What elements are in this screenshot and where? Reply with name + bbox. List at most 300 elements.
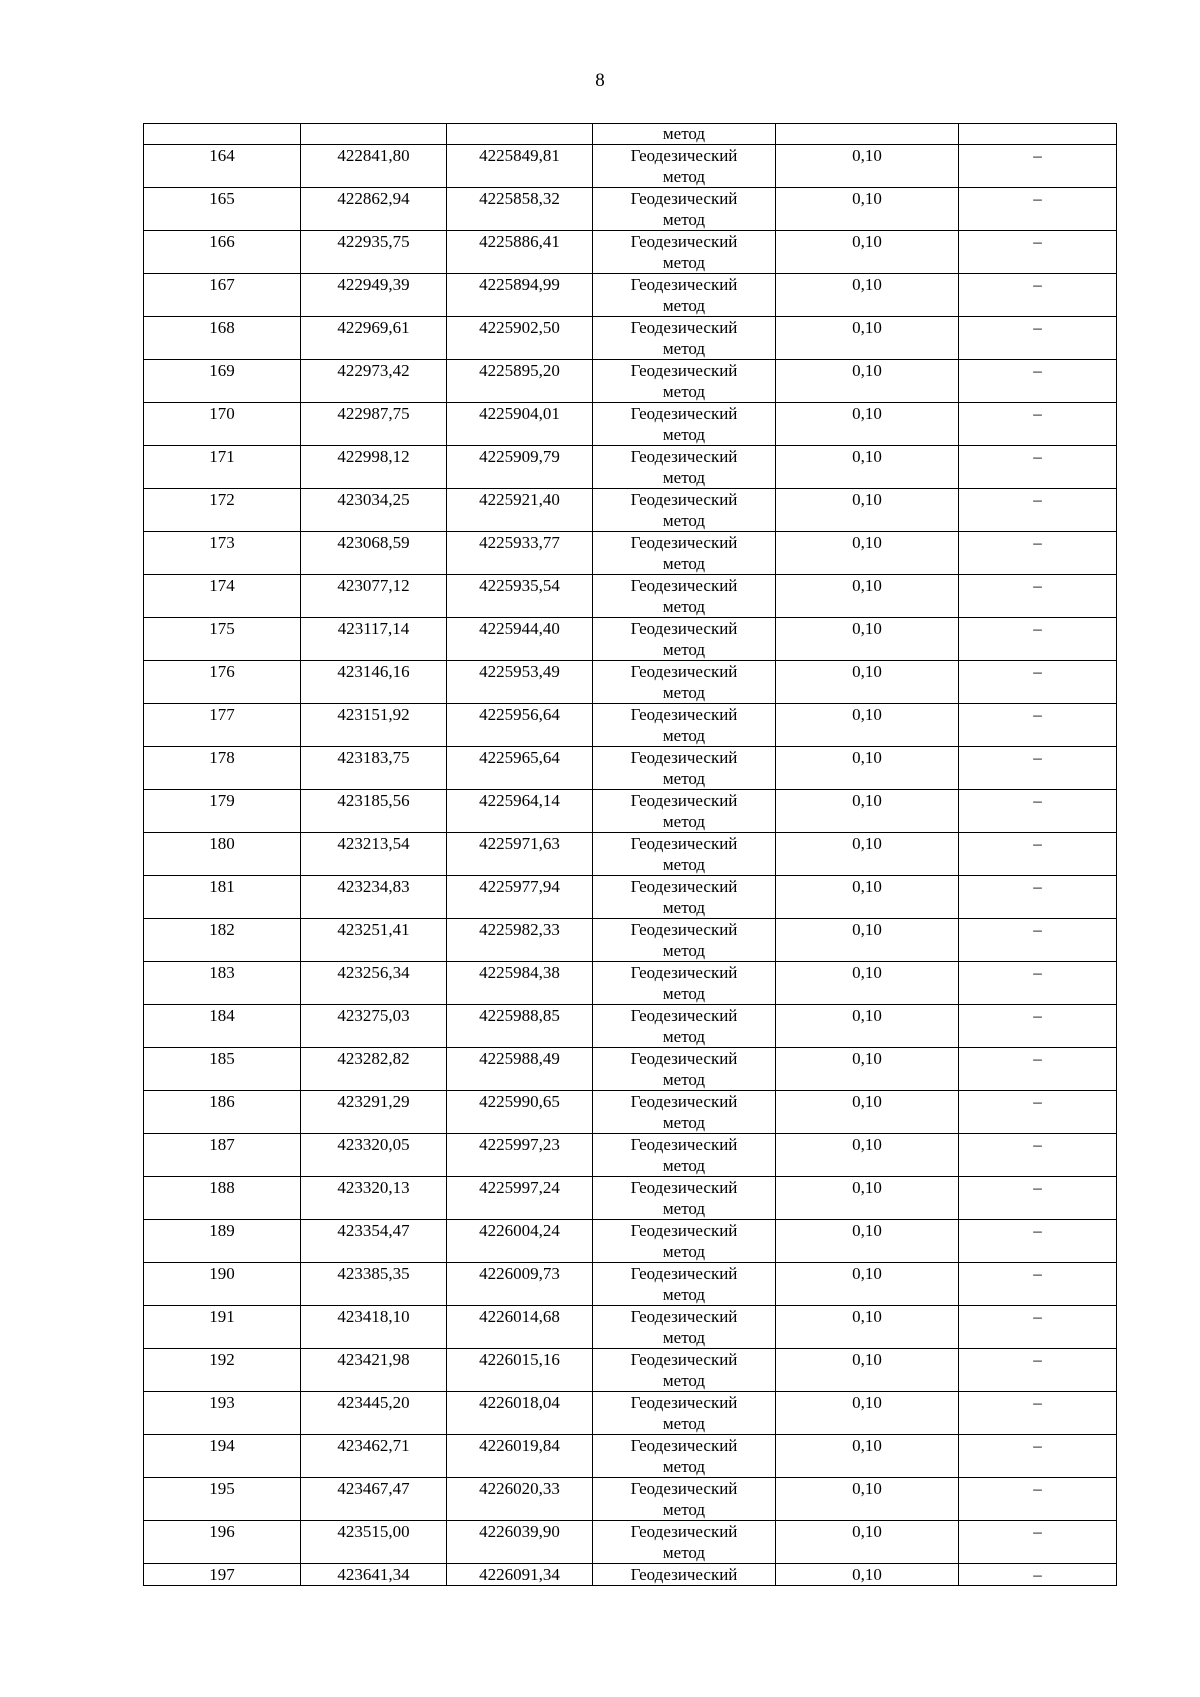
cell-accuracy: 0,10	[776, 1263, 959, 1306]
cell-note: –	[959, 1048, 1117, 1091]
cell-y: 4225902,50	[447, 317, 593, 360]
cell-method	[593, 446, 776, 489]
method-word: Геодезический	[630, 791, 738, 810]
cell-method	[593, 489, 776, 532]
cell-x: 423077,12	[301, 575, 447, 618]
cell-x: 423146,16	[301, 661, 447, 704]
cell-x: 422935,75	[301, 231, 447, 274]
cell-note: –	[959, 274, 1117, 317]
cell-y: 4225944,40	[447, 618, 593, 661]
cell-x: 423068,59	[301, 532, 447, 575]
method-tail: метод	[662, 726, 706, 745]
cell-accuracy: 0,10	[776, 145, 959, 188]
method-tail: метод	[662, 1199, 706, 1218]
method-word: Геодезический	[630, 146, 738, 165]
table-row	[144, 1005, 1117, 1048]
cell-method	[593, 1134, 776, 1177]
table-row	[144, 618, 1117, 661]
cell-accuracy: 0,10	[776, 532, 959, 575]
cell-y: 4225984,38	[447, 962, 593, 1005]
cell-x: 423418,10	[301, 1306, 447, 1349]
method-tail: метод	[662, 1242, 706, 1261]
method-word: Геодезический	[630, 920, 738, 939]
method-tail: метод	[662, 554, 706, 573]
table-row	[144, 145, 1117, 188]
method-word: Геодезический	[630, 1307, 738, 1326]
cell-y: 4225933,77	[447, 532, 593, 575]
cell-x: 423467,47	[301, 1478, 447, 1521]
cell-x: 423320,13	[301, 1177, 447, 1220]
method-tail: метод	[662, 167, 706, 186]
cell-point-number: 189	[144, 1220, 301, 1263]
table-row	[144, 403, 1117, 446]
method-word: Геодезический	[630, 1479, 738, 1498]
cell-point-number: 172	[144, 489, 301, 532]
cell-point-number: 195	[144, 1478, 301, 1521]
method-tail: метод	[662, 296, 706, 315]
cell-method	[593, 231, 776, 274]
cell-x: 423117,14	[301, 618, 447, 661]
cell-note: –	[959, 876, 1117, 919]
method-word: Геодезический	[630, 1565, 738, 1584]
cell-y: 4226019,84	[447, 1435, 593, 1478]
cell-point-number: 192	[144, 1349, 301, 1392]
method-tail: метод	[662, 640, 706, 659]
cell-y: 4226015,16	[447, 1349, 593, 1392]
table-row	[144, 1306, 1117, 1349]
cell-note: –	[959, 188, 1117, 231]
method-word: Геодезический	[630, 834, 738, 853]
table-row	[144, 1220, 1117, 1263]
method-tail: метод	[662, 1285, 706, 1304]
method-tail: метод	[662, 855, 706, 874]
cell-point-number: 165	[144, 188, 301, 231]
table-row	[144, 876, 1117, 919]
cell-point-number: 170	[144, 403, 301, 446]
cell-accuracy: 0,10	[776, 188, 959, 231]
cell-note: –	[959, 403, 1117, 446]
table-row	[144, 274, 1117, 317]
method-tail: метод	[662, 769, 706, 788]
cell-y: 4225964,14	[447, 790, 593, 833]
cell-accuracy: 0,10	[776, 446, 959, 489]
cell-y: 4226009,73	[447, 1263, 593, 1306]
cell-method	[593, 876, 776, 919]
method-tail: метод	[662, 1156, 706, 1175]
cell-accuracy: 0,10	[776, 661, 959, 704]
cell-method	[593, 1392, 776, 1435]
cell-method: метод	[593, 124, 776, 145]
cell-method	[593, 1005, 776, 1048]
method-word: Геодезический	[630, 318, 738, 337]
method-word: Геодезический	[630, 748, 738, 767]
continuation-row	[144, 124, 1117, 145]
method-word: Геодезический	[630, 275, 738, 294]
cell-accuracy: 0,10	[776, 1435, 959, 1478]
page-number: 8	[595, 70, 605, 91]
cell-point-number: 197	[144, 1564, 301, 1586]
method-tail: метод	[662, 898, 706, 917]
table-row	[144, 188, 1117, 231]
cell-y: 4225921,40	[447, 489, 593, 532]
table-row	[144, 532, 1117, 575]
cell-note: –	[959, 489, 1117, 532]
cell-method	[593, 704, 776, 747]
table-row	[144, 1564, 1117, 1586]
cell-accuracy	[776, 124, 959, 145]
method-word: Геодезический	[630, 662, 738, 681]
table-row	[144, 317, 1117, 360]
cell-method	[593, 145, 776, 188]
method-word: Геодезический	[630, 1221, 738, 1240]
cell-x: 423515,00	[301, 1521, 447, 1564]
cell-point-number: 167	[144, 274, 301, 317]
cell-note: –	[959, 618, 1117, 661]
method-tail: метод	[662, 1113, 706, 1132]
table-row	[144, 446, 1117, 489]
cell-note: –	[959, 1306, 1117, 1349]
cell-method	[593, 1048, 776, 1091]
method-tail: метод	[662, 1070, 706, 1089]
cell-y: 4225935,54	[447, 575, 593, 618]
method-tail: метод	[662, 511, 706, 530]
cell-note: –	[959, 446, 1117, 489]
cell-y: 4225956,64	[447, 704, 593, 747]
cell-method	[593, 360, 776, 403]
cell-point-number: 193	[144, 1392, 301, 1435]
cell-method	[593, 962, 776, 1005]
cell-x: 423251,41	[301, 919, 447, 962]
cell-accuracy: 0,10	[776, 704, 959, 747]
cell-y: 4226020,33	[447, 1478, 593, 1521]
table-row	[144, 661, 1117, 704]
cell-point-number: 171	[144, 446, 301, 489]
cell-method	[593, 919, 776, 962]
cell-y: 4226018,04	[447, 1392, 593, 1435]
method-word: Геодезический	[630, 1135, 738, 1154]
cell-x: 423275,03	[301, 1005, 447, 1048]
method-word: Геодезический	[630, 1264, 738, 1283]
cell-point-number: 173	[144, 532, 301, 575]
cell-note: –	[959, 1005, 1117, 1048]
cell-x: 422969,61	[301, 317, 447, 360]
method-word: Геодезический	[630, 490, 738, 509]
method-tail: метод	[662, 468, 706, 487]
cell-y: 4225858,32	[447, 188, 593, 231]
cell-method	[593, 1220, 776, 1263]
cell-x: 423256,34	[301, 962, 447, 1005]
cell-point-number: 181	[144, 876, 301, 919]
cell-note: –	[959, 790, 1117, 833]
cell-accuracy: 0,10	[776, 1177, 959, 1220]
cell-accuracy: 0,10	[776, 962, 959, 1005]
cell-method	[593, 618, 776, 661]
cell-note: –	[959, 704, 1117, 747]
cell-accuracy: 0,10	[776, 1306, 959, 1349]
cell-y: 4225894,99	[447, 274, 593, 317]
method-word: Геодезический	[630, 1393, 738, 1412]
cell-accuracy: 0,10	[776, 231, 959, 274]
cell-point-number: 190	[144, 1263, 301, 1306]
method-tail: метод	[662, 812, 706, 831]
cell-x: 422949,39	[301, 274, 447, 317]
table-row	[144, 1263, 1117, 1306]
table-row	[144, 790, 1117, 833]
cell-point-number: 180	[144, 833, 301, 876]
cell-y: 4225965,64	[447, 747, 593, 790]
method-tail: метод	[662, 1027, 706, 1046]
cell-y: 4225977,94	[447, 876, 593, 919]
cell-accuracy: 0,10	[776, 1048, 959, 1091]
method-tail: метод	[662, 1457, 706, 1476]
cell-x: 423183,75	[301, 747, 447, 790]
method-word: Геодезический	[630, 1436, 738, 1455]
cell-point-number: 183	[144, 962, 301, 1005]
cell-note: –	[959, 575, 1117, 618]
cell-y: 4226014,68	[447, 1306, 593, 1349]
cell-point-number	[144, 124, 301, 145]
cell-note: –	[959, 1392, 1117, 1435]
cell-method	[593, 575, 776, 618]
cell-accuracy: 0,10	[776, 274, 959, 317]
cell-note: –	[959, 919, 1117, 962]
cell-note: –	[959, 360, 1117, 403]
cell-method	[593, 188, 776, 231]
cell-note: –	[959, 1564, 1117, 1586]
cell-point-number: 169	[144, 360, 301, 403]
cell-method	[593, 1306, 776, 1349]
cell-method	[593, 274, 776, 317]
table-row	[144, 919, 1117, 962]
cell-point-number: 187	[144, 1134, 301, 1177]
method-word: Геодезический	[630, 1049, 738, 1068]
table-row	[144, 1435, 1117, 1478]
cell-note	[959, 124, 1117, 145]
cell-y: 4225990,65	[447, 1091, 593, 1134]
cell-point-number: 186	[144, 1091, 301, 1134]
cell-accuracy: 0,10	[776, 876, 959, 919]
cell-method	[593, 1349, 776, 1392]
method-word: Геодезический	[630, 1350, 738, 1369]
cell-x: 422841,80	[301, 145, 447, 188]
cell-accuracy: 0,10	[776, 1091, 959, 1134]
table-row	[144, 1521, 1117, 1564]
cell-point-number: 182	[144, 919, 301, 962]
cell-method	[593, 317, 776, 360]
cell-y: 4225953,49	[447, 661, 593, 704]
cell-y: 4225904,01	[447, 403, 593, 446]
method-word: Геодезический	[630, 361, 738, 380]
cell-point-number: 191	[144, 1306, 301, 1349]
method-word: Геодезический	[630, 1006, 738, 1025]
cell-y: 4225886,41	[447, 231, 593, 274]
cell-point-number: 168	[144, 317, 301, 360]
cell-x: 423185,56	[301, 790, 447, 833]
cell-y	[447, 124, 593, 145]
method-tail: метод	[662, 597, 706, 616]
cell-method	[593, 790, 776, 833]
cell-note: –	[959, 231, 1117, 274]
method-tail: метод	[662, 425, 706, 444]
cell-method	[593, 1521, 776, 1564]
cell-accuracy: 0,10	[776, 1349, 959, 1392]
cell-x	[301, 124, 447, 145]
cell-x: 423282,82	[301, 1048, 447, 1091]
cell-point-number: 164	[144, 145, 301, 188]
table-row	[144, 1478, 1117, 1521]
cell-point-number: 174	[144, 575, 301, 618]
cell-method	[593, 1435, 776, 1478]
cell-point-number: 184	[144, 1005, 301, 1048]
cell-method	[593, 532, 776, 575]
cell-point-number: 176	[144, 661, 301, 704]
cell-accuracy: 0,10	[776, 1392, 959, 1435]
cell-x: 423354,47	[301, 1220, 447, 1263]
table-row	[144, 833, 1117, 876]
cell-note: –	[959, 661, 1117, 704]
cell-accuracy: 0,10	[776, 1005, 959, 1048]
cell-note: –	[959, 317, 1117, 360]
method-tail: метод	[662, 382, 706, 401]
cell-accuracy: 0,10	[776, 618, 959, 661]
cell-point-number: 179	[144, 790, 301, 833]
cell-method	[593, 747, 776, 790]
cell-accuracy: 0,10	[776, 489, 959, 532]
cell-method	[593, 1478, 776, 1521]
cell-x: 423213,54	[301, 833, 447, 876]
cell-point-number: 196	[144, 1521, 301, 1564]
method-word: Геодезический	[630, 533, 738, 552]
method-word: Геодезический	[630, 189, 738, 208]
cell-x: 422862,94	[301, 188, 447, 231]
cell-note: –	[959, 1521, 1117, 1564]
method-tail: метод	[662, 210, 706, 229]
cell-note: –	[959, 1435, 1117, 1478]
method-tail: метод	[662, 1500, 706, 1519]
cell-x: 423641,34	[301, 1564, 447, 1586]
cell-accuracy: 0,10	[776, 1478, 959, 1521]
cell-x: 423034,25	[301, 489, 447, 532]
cell-method	[593, 833, 776, 876]
cell-note: –	[959, 833, 1117, 876]
method-tail: метод	[662, 1543, 706, 1562]
cell-accuracy: 0,10	[776, 1134, 959, 1177]
cell-y: 4225909,79	[447, 446, 593, 489]
cell-y: 4225997,24	[447, 1177, 593, 1220]
cell-accuracy: 0,10	[776, 1521, 959, 1564]
cell-x: 423234,83	[301, 876, 447, 919]
method-tail: метод	[662, 941, 706, 960]
table-row	[144, 1048, 1117, 1091]
method-word: Геодезический	[630, 1092, 738, 1111]
coordinates-table	[143, 123, 1117, 1586]
cell-y: 4225988,49	[447, 1048, 593, 1091]
cell-point-number: 178	[144, 747, 301, 790]
cell-y: 4226039,90	[447, 1521, 593, 1564]
table-row	[144, 704, 1117, 747]
cell-point-number: 175	[144, 618, 301, 661]
cell-accuracy: 0,10	[776, 790, 959, 833]
cell-x: 423445,20	[301, 1392, 447, 1435]
cell-y: 4225997,23	[447, 1134, 593, 1177]
method-word: Геодезический	[630, 705, 738, 724]
cell-method	[593, 1564, 776, 1586]
cell-x: 423421,98	[301, 1349, 447, 1392]
cell-point-number: 177	[144, 704, 301, 747]
cell-y: 4225849,81	[447, 145, 593, 188]
table-row	[144, 575, 1117, 618]
cell-accuracy: 0,10	[776, 1564, 959, 1586]
table-row	[144, 747, 1117, 790]
cell-x: 423320,05	[301, 1134, 447, 1177]
cell-note: –	[959, 962, 1117, 1005]
table-row	[144, 962, 1117, 1005]
cell-note: –	[959, 747, 1117, 790]
cell-note: –	[959, 1349, 1117, 1392]
method-word: Геодезический	[630, 619, 738, 638]
method-word: Геодезический	[630, 232, 738, 251]
method-word: Геодезический	[630, 1178, 738, 1197]
cell-accuracy: 0,10	[776, 919, 959, 962]
cell-accuracy: 0,10	[776, 403, 959, 446]
cell-x: 423462,71	[301, 1435, 447, 1478]
cell-y: 4226004,24	[447, 1220, 593, 1263]
cell-method	[593, 1177, 776, 1220]
table-row	[144, 1177, 1117, 1220]
cell-point-number: 188	[144, 1177, 301, 1220]
cell-x: 423291,29	[301, 1091, 447, 1134]
cell-method	[593, 661, 776, 704]
cell-y: 4226091,34	[447, 1564, 593, 1586]
cell-accuracy: 0,10	[776, 747, 959, 790]
table-row	[144, 1091, 1117, 1134]
cell-note: –	[959, 1091, 1117, 1134]
method-tail: метод	[662, 683, 706, 702]
method-word: Геодезический	[630, 576, 738, 595]
cell-point-number: 185	[144, 1048, 301, 1091]
cell-accuracy: 0,10	[776, 317, 959, 360]
cell-point-number: 166	[144, 231, 301, 274]
table-row	[144, 231, 1117, 274]
table-row	[144, 360, 1117, 403]
cell-y: 4225988,85	[447, 1005, 593, 1048]
cell-y: 4225895,20	[447, 360, 593, 403]
cell-note: –	[959, 1134, 1117, 1177]
cell-note: –	[959, 145, 1117, 188]
table-row	[144, 1392, 1117, 1435]
cell-accuracy: 0,10	[776, 360, 959, 403]
cell-x: 423151,92	[301, 704, 447, 747]
cell-note: –	[959, 1177, 1117, 1220]
method-tail: метод	[662, 1371, 706, 1390]
table-row	[144, 1349, 1117, 1392]
cell-x: 422973,42	[301, 360, 447, 403]
method-word: Геодезический	[630, 877, 738, 896]
cell-x: 423385,35	[301, 1263, 447, 1306]
method-word: Геодезический	[630, 404, 738, 423]
cell-method	[593, 403, 776, 446]
cell-note: –	[959, 532, 1117, 575]
method-tail: метод	[662, 339, 706, 358]
cell-method	[593, 1263, 776, 1306]
method-tail: метод	[662, 984, 706, 1003]
cell-x: 422987,75	[301, 403, 447, 446]
cell-point-number: 194	[144, 1435, 301, 1478]
method-tail: метод	[662, 1414, 706, 1433]
method-word: Геодезический	[630, 447, 738, 466]
table-row	[144, 489, 1117, 532]
method-word: Геодезический	[630, 963, 738, 982]
